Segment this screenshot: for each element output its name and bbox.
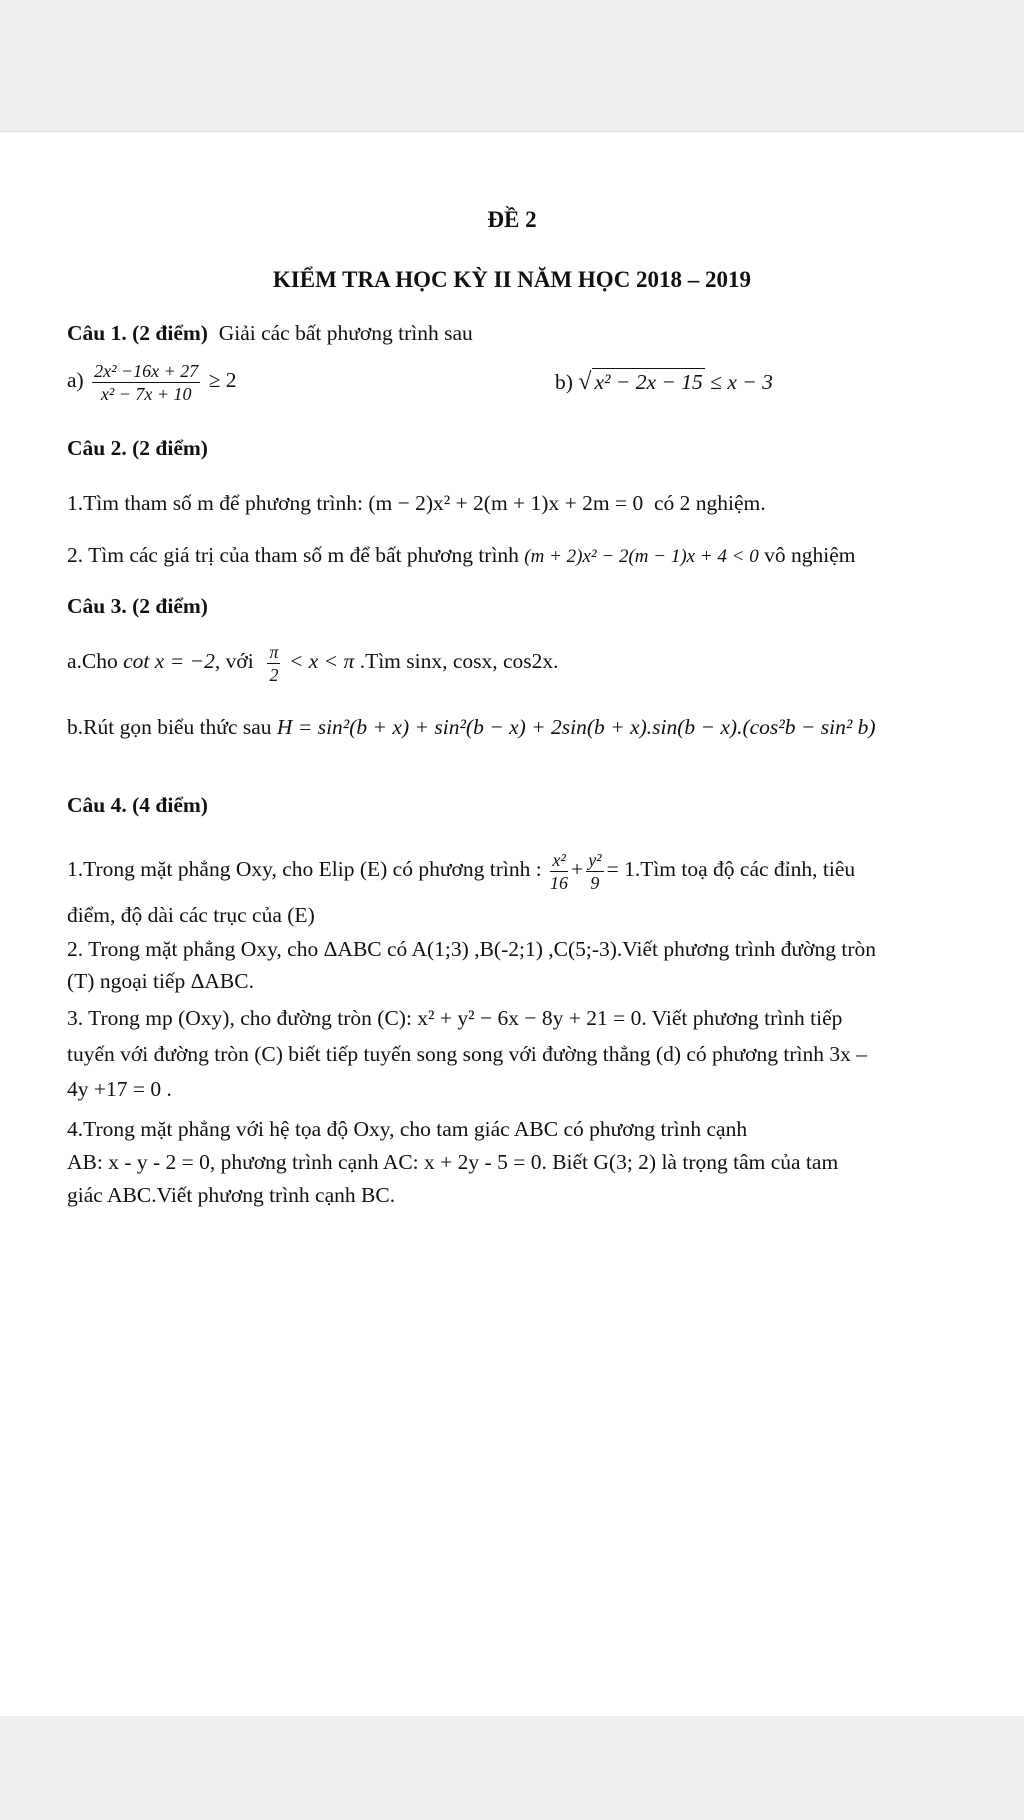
q4-item1-plus: + — [571, 857, 584, 881]
q4-item1-tail: = 1.Tìm toạ độ các đỉnh, tiêu — [606, 857, 856, 881]
q4-item1-line2: điểm, độ dài các trục của (E) — [67, 903, 315, 927]
q1-heading-line — [67, 320, 473, 346]
q4-item4-line1: 4.Trong mặt phẳng với hệ tọa độ Oxy, cho tam giác ABC có phương trình cạnh — [67, 1117, 748, 1141]
q3-b-text: b.Rút gọn biểu thức sau — [67, 715, 272, 739]
q3-a-range: < x < π — [288, 649, 355, 673]
exam-title: KIỂM TRA HỌC KỲ II NĂM HỌC 2018 – 2019 — [272, 267, 752, 292]
q3-part-a — [67, 634, 559, 688]
q2-item2-tail: vô nghiệm — [764, 543, 856, 567]
bottom-margin — [0, 1716, 1024, 1820]
q2-item2-text: 2. Tìm các giá trị của tham số m để bất phương trình — [67, 543, 519, 567]
q4-item4-line3: giác ABC.Viết phương trình cạnh BC. — [67, 1183, 396, 1207]
q4-item1-num-y: y² — [588, 849, 602, 870]
q4-item1-den-x: 16 — [550, 872, 569, 893]
q4-item1-num-x: x² — [550, 850, 568, 872]
q1-b-radicand: x² − 2x − 15 — [594, 370, 703, 394]
q2-item1 — [67, 490, 766, 516]
q3-part-b — [67, 714, 876, 740]
q4-heading: Câu 4. (4 điểm) — [67, 793, 208, 817]
q2-item1-tail: có 2 nghiệm. — [653, 491, 766, 515]
q1-intro: Giải các bất phương trình sau — [218, 321, 473, 345]
q1-b-rhs: ≤ x − 3 — [710, 370, 773, 394]
q4-item1-fraction-x — [550, 850, 568, 893]
q3-a-text: a.Cho — [67, 649, 118, 673]
q4-item1-den-y: 9 — [590, 872, 600, 893]
q1-a-denominator: x² − 7x + 10 — [100, 383, 192, 404]
q1-a-label: a) — [67, 368, 84, 392]
q3-a-task: .Tìm sinx, cosx, cos2x. — [359, 649, 559, 673]
top-margin — [0, 0, 1024, 132]
q3-heading: Câu 3. (2 điểm) — [67, 594, 208, 618]
q2-heading: Câu 2. (2 điểm) — [67, 436, 208, 460]
q3-a-with: , với — [214, 649, 254, 673]
q2-item1-text: 1.Tìm tham số m để phương trình: — [67, 491, 363, 515]
q1-part-a — [67, 356, 237, 404]
q1-a-fraction — [92, 361, 200, 404]
q4-item1-text: 1.Trong mặt phẳng Oxy, cho Elip (E) có phương trình : — [67, 857, 542, 881]
q3-a-frac-den: 2 — [269, 664, 279, 685]
q3-a-frac-num: π — [269, 641, 279, 662]
q4-item3-line3: 4y +17 = 0 . — [67, 1077, 172, 1101]
q3-a-fraction — [267, 642, 280, 685]
q3-a-condition: cot x = −2 — [123, 649, 215, 673]
q1-a-rhs: ≥ 2 — [208, 368, 237, 392]
q4-item3-line1: 3. Trong mp (Oxy), cho đường tròn (C): x² + y² − 6x − 8y + 21 = 0. Viết phương trình tiếp — [67, 1006, 843, 1030]
q4-item3-line2: tuyến với đường tròn (C) biết tiếp tuyến song song với đường thẳng (d) có phương trình 3x – — [67, 1042, 868, 1066]
q4-item1-fraction-y — [586, 850, 603, 893]
q2-item2-equation: (m + 2)x² − 2(m − 1)x + 4 < 0 — [524, 546, 759, 567]
exam-number: ĐỀ 2 — [487, 207, 537, 232]
q2-item1-equation: (m − 2)x² + 2(m + 1)x + 2m = 0 — [368, 491, 644, 515]
q4-item1 — [67, 842, 855, 896]
q4-item4-line2: AB: x - y - 2 = 0, phương trình cạnh AC: x + 2y - 5 = 0. Biết G(3; 2) là trọng tâm của tam — [67, 1150, 839, 1174]
q3-b-expression: H = sin²(b + x) + sin²(b − x) + 2sin(b + x).sin(b − x).(cos²b − sin² b) — [276, 715, 876, 739]
q1-part-b: b) √ x² − 2x − 15 ≤ x − 3 — [555, 369, 773, 395]
q4-item2-line2: (T) ngoại tiếp ΔABC. — [67, 969, 254, 993]
q4-item2-line1: 2. Trong mặt phẳng Oxy, cho ΔABC có A(1;3) ,B(-2;1) ,C(5;-3).Viết phương trình đường tròn — [67, 937, 877, 961]
q2-item2 — [67, 542, 855, 570]
q1-b-label: b) — [555, 370, 573, 394]
q1-heading: Câu 1. (2 điểm) — [67, 321, 208, 345]
q1-a-numerator: 2x² −16x + 27 — [94, 360, 199, 381]
